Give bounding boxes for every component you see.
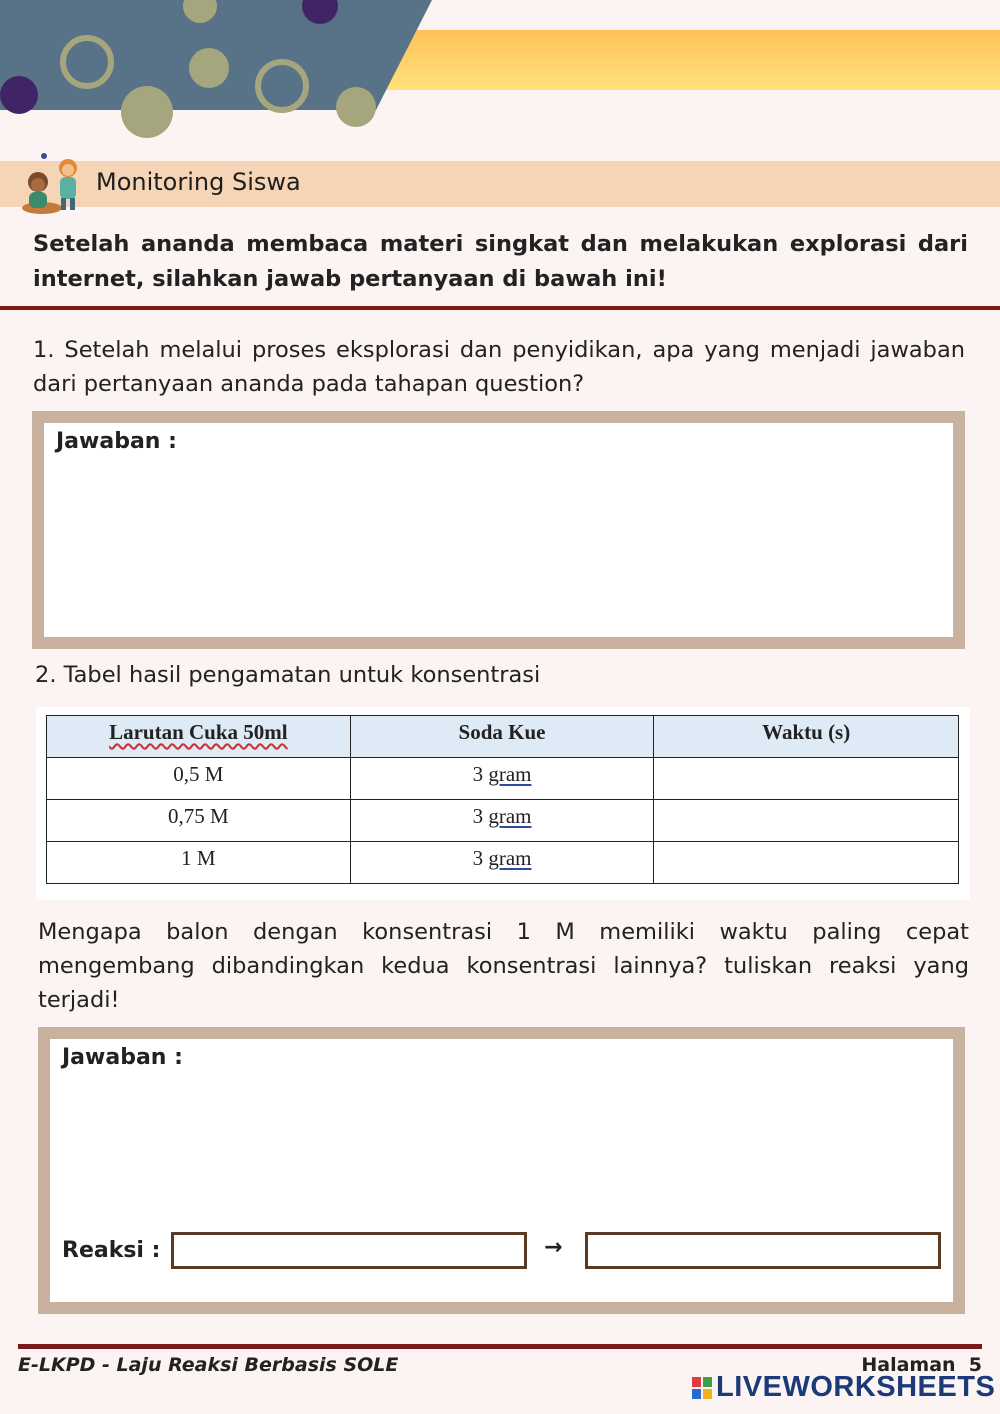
cell-soda: 3 gram (350, 800, 654, 842)
reaction-arrow: → (544, 1235, 563, 1260)
question-1: 1. Setelah melalui proses eksplorasi dan penyidikan, apa yang menjadi jawaban dari pertanyaan ananda pada tahapan question? (33, 337, 965, 397)
liveworksheets-icon (692, 1377, 712, 1399)
footer-divider (18, 1344, 982, 1349)
table-row (47, 842, 959, 884)
header-decoration (0, 0, 1000, 140)
observation-table (46, 715, 959, 884)
cell-larutan: 1 M (47, 842, 351, 884)
cell-larutan: 0,5 M (47, 758, 351, 800)
header-larutan: Larutan Cuka 50ml (47, 716, 351, 758)
cell-soda: 3 gram (350, 842, 654, 884)
section-title: Monitoring Siswa (96, 168, 301, 196)
liveworksheets-logo: LIVEWORKSHEETS (716, 1371, 996, 1403)
deco-circle (189, 48, 229, 88)
answer-1-box[interactable] (32, 411, 965, 649)
answer-2-label: Jawaban : (62, 1045, 183, 1070)
cell-waktu-input[interactable] (654, 758, 959, 800)
intro-instructions: Setelah ananda membaca materi singkat dan melakukan explorasi dari internet, silahkan jawab pertanyaan di bawah ini! (33, 231, 968, 292)
observation-table-wrap (36, 707, 970, 900)
deco-circle (121, 86, 173, 138)
cell-waktu-input[interactable] (654, 800, 959, 842)
question-2: 2. Tabel hasil pengamatan untuk konsentrasi (35, 662, 541, 688)
cell-larutan: 0,75 M (47, 800, 351, 842)
table-row (47, 800, 959, 842)
deco-circle (336, 87, 376, 127)
deco-circle (0, 76, 38, 114)
cell-soda: 3 gram (350, 758, 654, 800)
footer-title: E-LKPD - Laju Reaksi Berbasis SOLE (18, 1354, 399, 1376)
kids-icon (20, 152, 92, 216)
table-header-row (47, 716, 959, 758)
cell-waktu-input[interactable] (654, 842, 959, 884)
answer-1-label: Jawaban : (56, 429, 177, 454)
reactant-input[interactable] (171, 1232, 527, 1269)
divider (0, 306, 1000, 310)
question-3: Mengapa balon dengan konsentrasi 1 M memiliki waktu paling cepat mengembang dibandingkan kedua konsentrasi lainnya? tuliskan reaksi yang terjadi! (38, 919, 969, 1013)
reaksi-label: Reaksi : (62, 1238, 161, 1263)
page-number: Halaman 5 (861, 1354, 982, 1376)
header-waktu: Waktu (s) (654, 716, 959, 758)
header-soda-kue: Soda Kue (350, 716, 654, 758)
product-input[interactable] (585, 1232, 941, 1269)
yellow-band (330, 30, 1000, 90)
table-row (47, 758, 959, 800)
answer-2-box[interactable] (38, 1027, 965, 1314)
